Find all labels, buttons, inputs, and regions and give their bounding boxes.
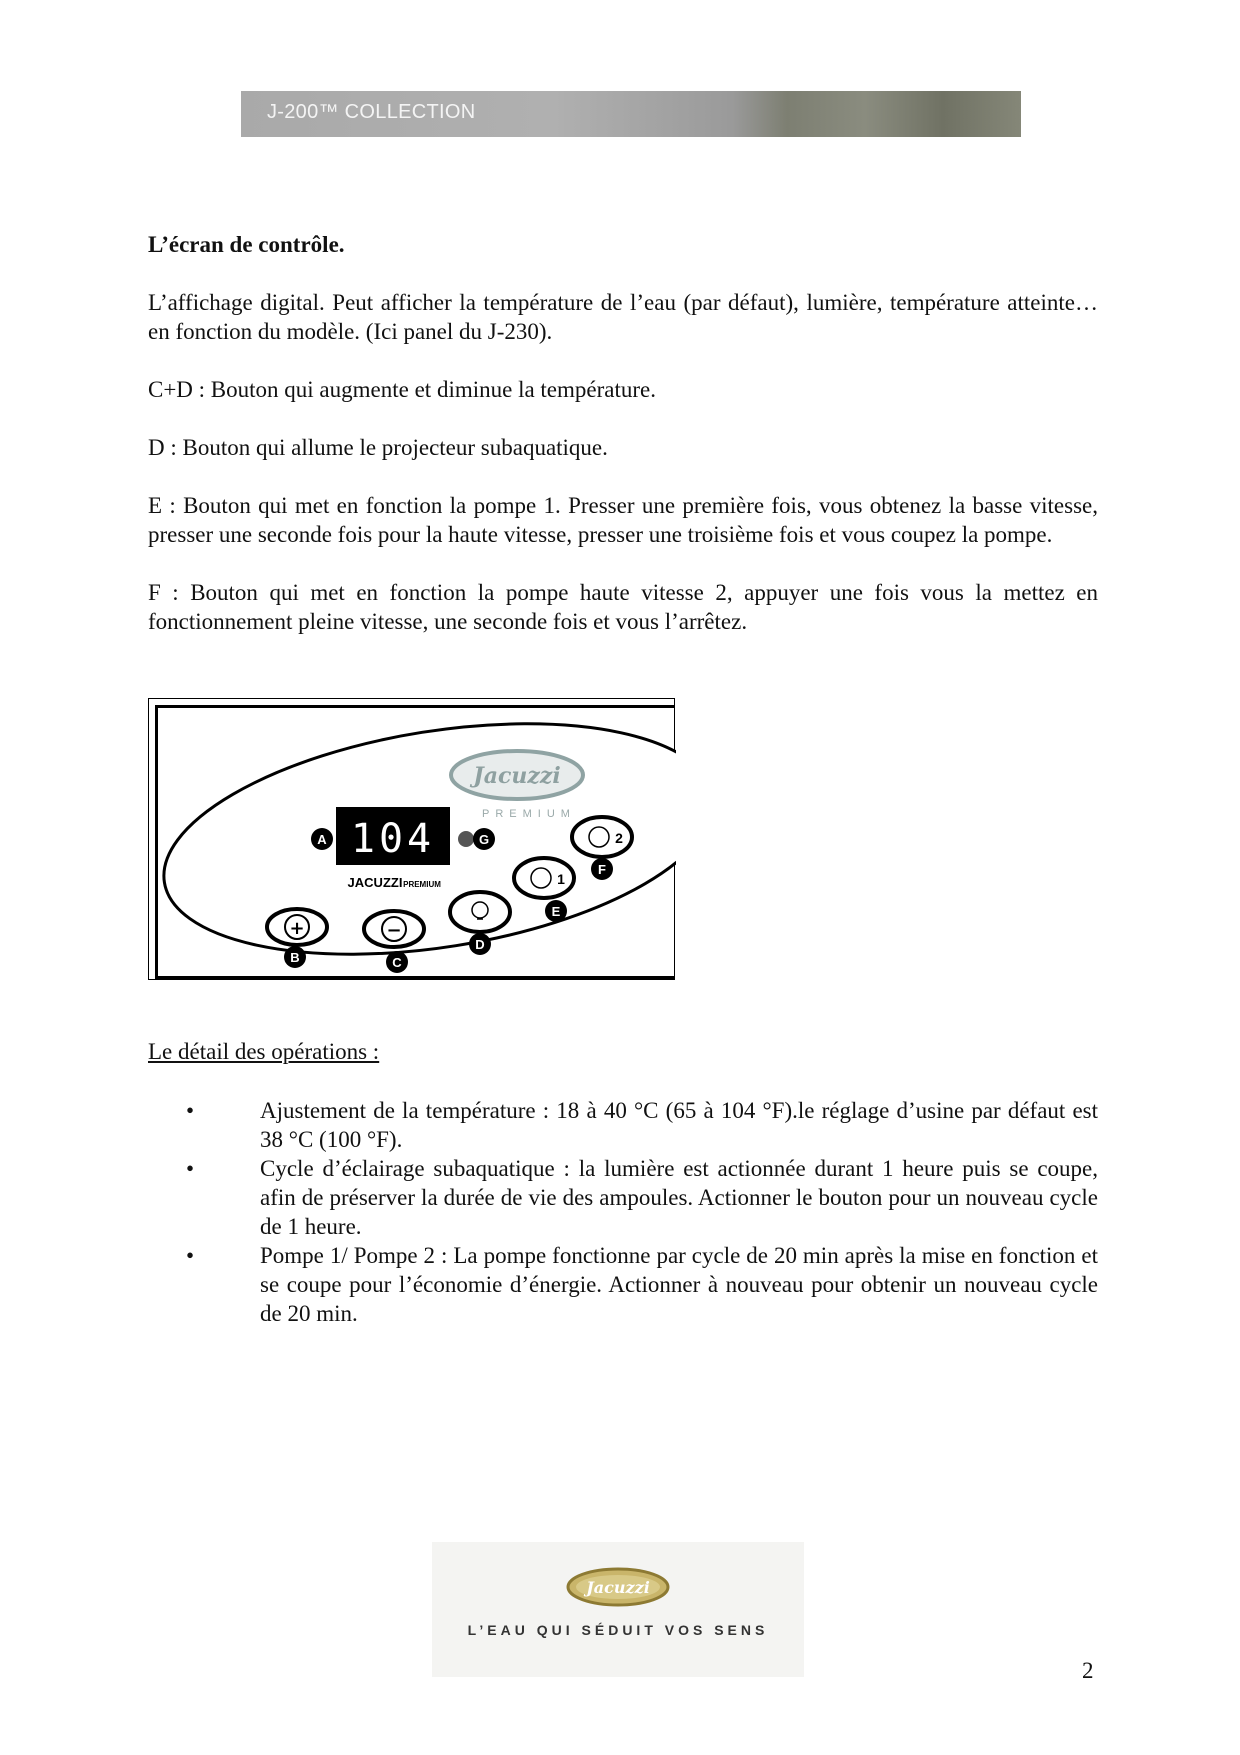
label-d: D <box>475 937 485 952</box>
display-brand-sub: PREMIUM <box>403 880 441 889</box>
minus-symbol: − <box>386 920 402 941</box>
paragraph-display: L’affichage digital. Peut afficher la température de l’eau (par défaut), lumière, température atteinte… en fonction du modèle. (Ici panel du J-230). <box>148 290 1098 344</box>
label-g: G <box>478 832 490 847</box>
section-title: L’écran de contrôle. <box>148 232 345 257</box>
label-b: B <box>290 950 300 965</box>
bullet: • <box>186 1156 195 1181</box>
pump1-number: 1 <box>557 871 565 887</box>
pump2-number: 2 <box>615 830 623 846</box>
list-item-text: Pompe 1/ Pompe 2 : La pompe fonctionne par cycle de 20 min après la mise en fonction et se coupe pour l’économie d’énergie. Actionner à nouveau pour obtenir un nouveau cycle de 20 min. <box>260 1243 1098 1326</box>
paragraph-temp-buttons: C+D : Bouton qui augmente et diminue la température. <box>148 377 656 402</box>
light-button[interactable] <box>450 892 510 932</box>
label-c: C <box>392 955 402 970</box>
paragraph-light-button: D : Bouton qui allume le projecteur subaquatique. <box>148 435 608 460</box>
footer-logo <box>432 1542 804 1677</box>
panel-brand-sub: PREMIUM <box>482 808 576 820</box>
list-item-text: Ajustement de la température : 18 à 40 °C (65 à 104 °F).le réglage d’usine par défaut est 38 °C (100 °F). <box>260 1098 1098 1152</box>
paragraph-pump2-button: F : Bouton qui met en fonction la pompe haute vitesse 2, appuyer une fois vous la mettez en fonctionnement pleine vitesse, une seconde fois et vous l’arrêtez. <box>148 580 1098 634</box>
main-content <box>148 230 1098 665</box>
paragraph-pump1-button: E : Bouton qui met en fonction la pompe 1. Presser une première fois, vous obtenez la basse vitesse, presser une seconde fois pour la haute vitesse, presser une troisième fois et vous coupez la pompe. <box>148 493 1098 547</box>
list-item-text: Cycle d’éclairage subaquatique : la lumière est actionnée durant 1 heure puis se coupe, afin de préserver la durée de vie des ampoules. Actionner le bouton pour un nouveau cycle de 1 heure. <box>260 1156 1098 1239</box>
header-banner <box>241 91 1021 137</box>
panel-brand-text: Jacuzzi <box>473 763 561 789</box>
operations-title: Le détail des opérations : <box>148 1039 380 1064</box>
list-item <box>148 1241 1098 1328</box>
label-f: F <box>598 862 606 877</box>
header-title: J-200™ COLLECTION <box>267 101 476 123</box>
control-panel-illustration <box>149 699 676 981</box>
display-value: 104 <box>350 816 436 862</box>
label-a: A <box>317 832 327 847</box>
footer-tagline: L’EAU QUI SÉDUIT VOS SENS <box>467 1622 769 1638</box>
pump1-button[interactable] <box>514 858 574 898</box>
bullet: • <box>186 1243 195 1268</box>
display-brand: JACUZZI <box>347 875 403 890</box>
control-panel-figure <box>148 698 675 980</box>
indicator-led <box>458 831 474 847</box>
pump2-button[interactable] <box>572 817 632 857</box>
operations-list <box>148 1096 1098 1328</box>
footer-brand-mark <box>432 1542 804 1612</box>
label-e: E <box>551 904 561 919</box>
footer-logo-text: Jacuzzi <box>586 1578 650 1597</box>
bullet: • <box>186 1098 195 1123</box>
list-item <box>148 1154 1098 1241</box>
list-item <box>148 1096 1098 1154</box>
plus-symbol: + <box>289 918 305 939</box>
page-number: 2 <box>1082 1658 1094 1683</box>
